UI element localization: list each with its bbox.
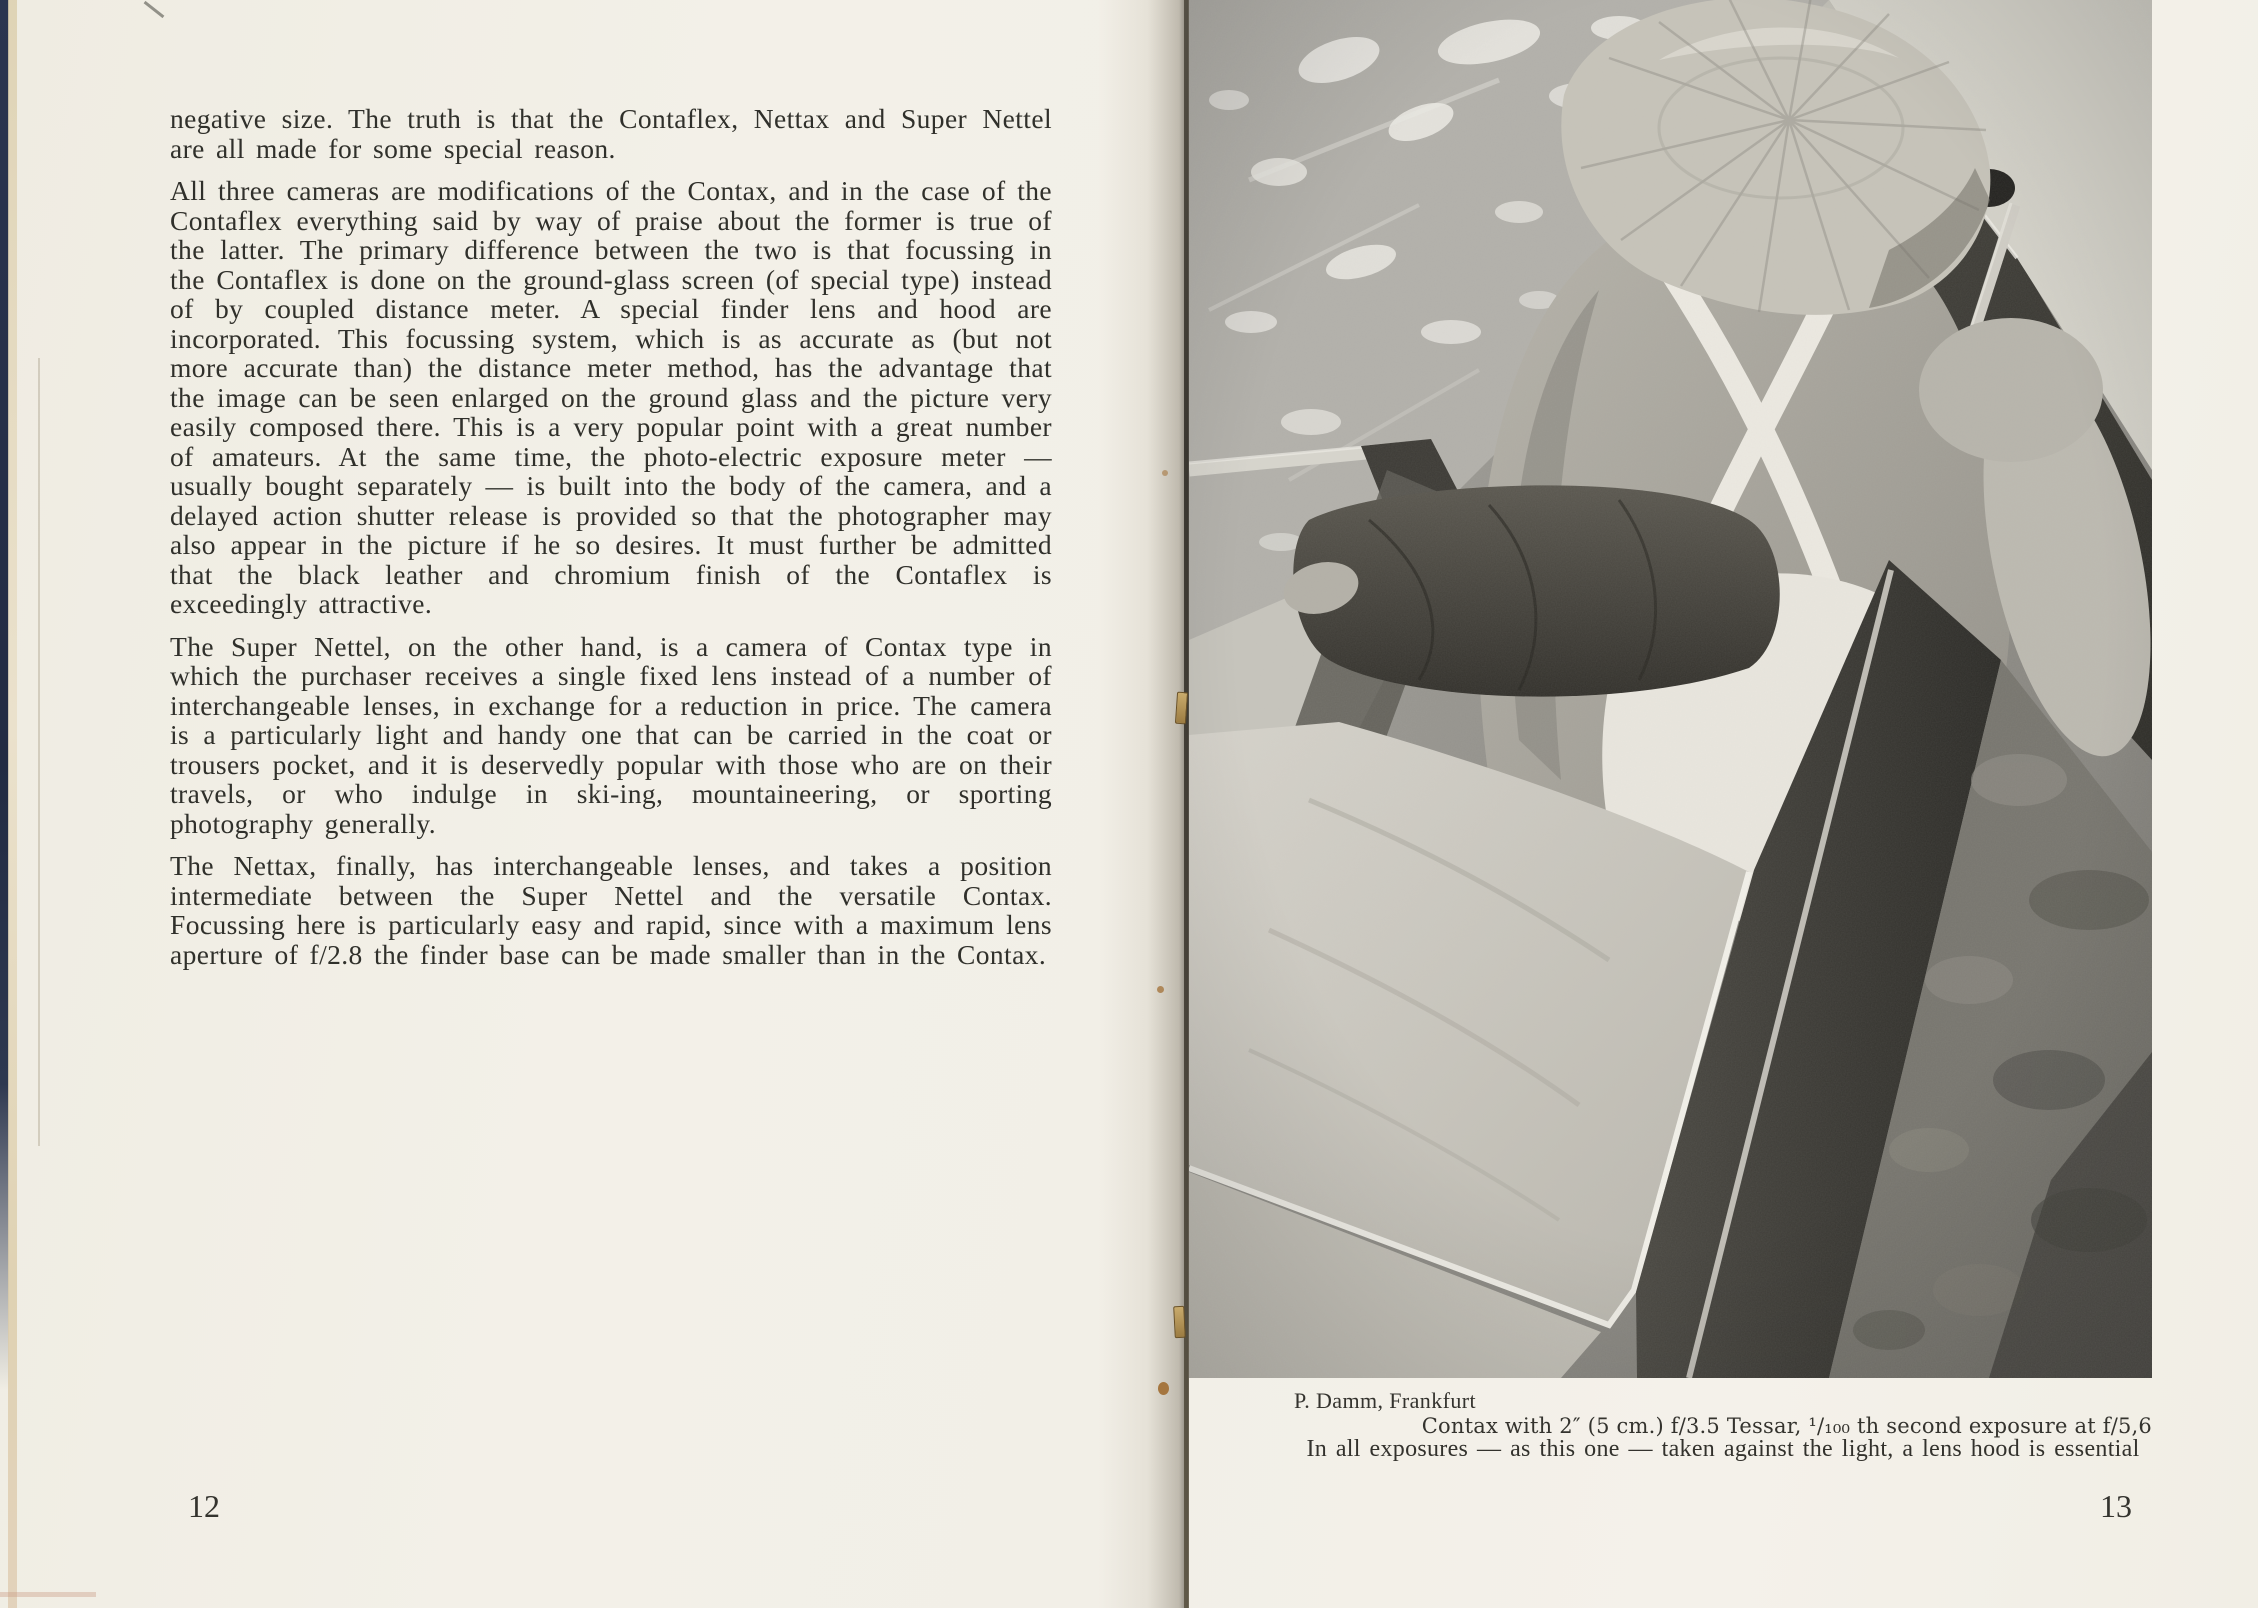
foxing-speck <box>1158 1382 1169 1395</box>
body-paragraph: negative size. The truth is that the Contaflex, Nettax and Super Nettel are all made for some special reason. <box>170 103 1052 164</box>
foxing-speck <box>1157 986 1164 993</box>
bottom-page-edge <box>0 1592 96 1597</box>
binding-staple <box>1173 1306 1186 1339</box>
binding-staple <box>1175 692 1188 725</box>
page-edge-strip <box>8 0 17 1608</box>
photo-caption-row <box>1294 1388 2152 1438</box>
page-number-12: 12 <box>188 1488 220 1524</box>
left-page-text-column <box>170 104 1052 982</box>
body-paragraph: The Super Nettel, on the other hand, is a camera of Contax type in which the purchaser receives a single fixed lens instead of a number of interchangeable lenses, in exchange for a reduction in price. The camera is a particularly light and handy one that can be carried in the coat or trousers pocket, and it is deservedly popular with those who are on their travels, or who indulge in ski-ing, mountaineering, or sporting photography generally. <box>170 630 1052 839</box>
photo-credit: P. Damm, Frankfurt <box>1294 1388 1476 1413</box>
canoe-photo <box>1189 0 2152 1378</box>
gutter-shadow <box>1098 0 1188 1608</box>
body-paragraph: The Nettax, finally, has interchangeable lenses, and takes a position intermediate between the Super Nettel and the versatile Contax. Focussing here is particularly easy and rapid, since with a maximum lens aperture of f/2.8 the finder base can be made smaller than in the Contax. <box>170 850 1052 970</box>
photo-technical-caption: Contax with 2″ (5 cm.) f/3.5 Tessar, ¹/₁₀₀ th second exposure at f/5,6 <box>1421 1414 2152 1438</box>
body-paragraph: All three cameras are modifications of the Contax, and in the case of the Contaflex everything said by way of praise about the former is true of the latter. The primary difference between the two is that focussing in the Contaflex is done on the ground-glass screen (of special type) instead of by coupled distance meter. A special finder lens and hood are incorporated. This focussing system, which is as accurate as (but not more accurate than) the distance meter method, has the advantage that the image can be seen enlarged on the ground glass and the picture very easily composed there. This is a very popular point with a great number of amateurs. At the same time, the photo-electric exposure meter — usually bought separately — is built into the body of the camera, and a delayed action shutter release is provided so that the photographer may also appear in the picture if he so desires. It must further be admitted that the black leather and chromium finish of the Contaflex is exceedingly attractive. <box>170 175 1052 619</box>
scan-scratch-mark <box>144 1 165 18</box>
page-crease-line <box>38 358 40 1146</box>
page-number-13: 13 <box>2100 1488 2132 1524</box>
foxing-speck <box>1162 470 1168 476</box>
photo-note-caption: In all exposures — as this one — taken against the light, a lens hood is essential <box>1306 1436 2140 1462</box>
